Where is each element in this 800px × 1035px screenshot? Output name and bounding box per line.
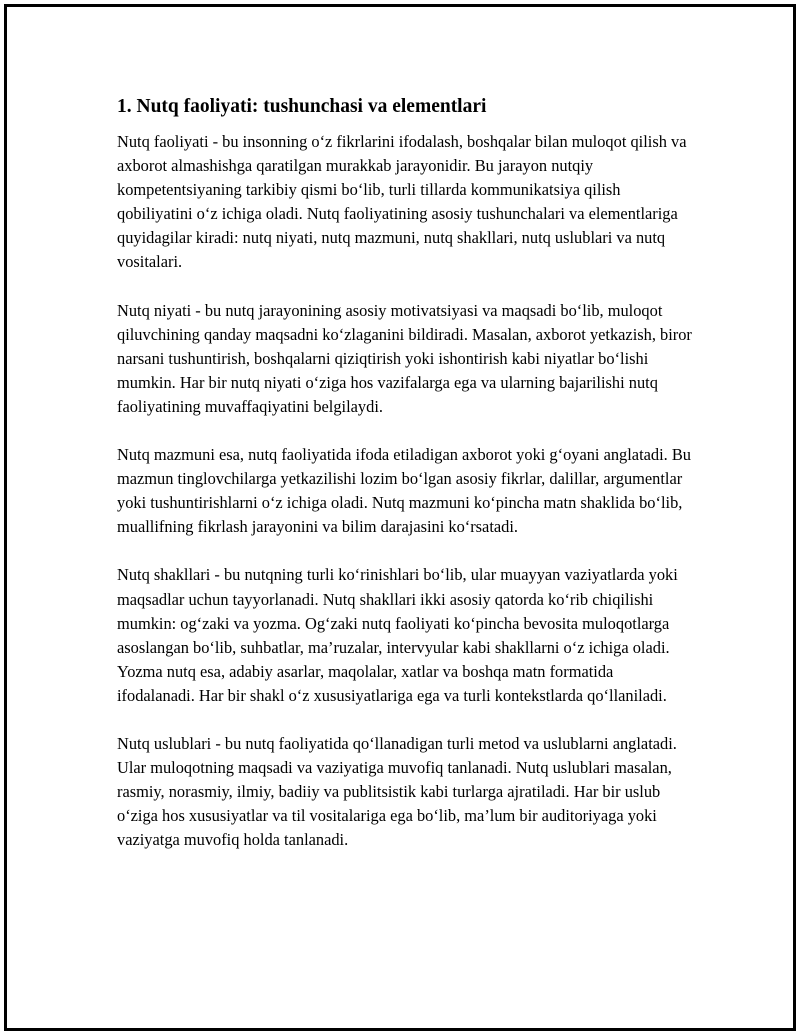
section-heading: 1. Nutq faoliyati: tushunchasi va elementlari xyxy=(117,96,487,117)
paragraph-nutq-mazmuni: Nutq mazmuni esa, nutq faoliyatida ifoda etiladigan axborot yoki g‘oyani anglatadi. Bu mazmun tinglovchilarga yetkazilishi lozim bo‘lgan asosiy fikrlar, dalillar, argumentlar yoki tushuntirishlarni o‘z ichiga oladi. Nutq mazmuni ko‘pincha matn shaklida bo‘lib, muallifning fikrlash jarayonini va bilim darajasini ko‘rsatadi. xyxy=(117,445,691,537)
paragraph-nutq-shakllari: Nutq shakllari - bu nutqning turli ko‘rinishlari bo‘lib, ular muayyan vaziyatlarda yoki maqsadlar uchun tayyorlanadi. Nutq shakllari ikki asosiy qatorda ko‘rib chiqilishi mumkin: og‘zaki va yozma. Og‘zaki nutq faoliyati ko‘pincha bevosita muloqotlarga asoslangan bo‘lib, suhbatlar, ma’ruzalar, intervyular kabi shakllarni o‘z ichiga oladi. Yozma nutq esa, adabiy asarlar, maqolalar, xatlar va boshqa matn formatida ifodalanadi. Har bir shakl o‘z xususiyatlariga ega va turli kontekstlarda qo‘llaniladi. xyxy=(117,565,678,705)
document-body xyxy=(117,93,692,876)
paragraph-nutq-faoliyati: Nutq faoliyati - bu insonning o‘z fikrlarini ifodalash, boshqalar bilan muloqot qilish va axborot almashishga qaratilgan murakkab jarayonidir. Bu jarayon nutqiy kompetentsiyaning tarkibiy qismi bo‘lib, turli tillarda kommunikatsiya qilish qobiliyatini o‘z ichiga oladi. Nutq faoliyatining asosiy tushunchalari va elementlariga quyidagilar kiradi: nutq niyati, nutq mazmuni, nutq shakllari, nutq uslublari va nutq vositalari. xyxy=(117,132,687,272)
paragraph-nutq-uslublari: Nutq uslublari - bu nutq faoliyatida qo‘llanadigan turli metod va uslublarni anglatadi. Ular muloqotning maqsadi va vaziyatiga muvofiq tanlanadi. Nutq uslublari masalan, rasmiy, norasmiy, ilmiy, badiiy va publitsistik kabi turlarga ajratiladi. Har bir uslub o‘ziga hos xususiyatlar va til vositalariga ega bo‘lib, ma’lum bir auditoriyaga yoki vaziyatga muvofiq holda tanlanadi. xyxy=(117,733,677,850)
paragraph-nutq-niyati: Nutq niyati - bu nutq jarayonining asosiy motivatsiyasi va maqsadi bo‘lib, muloqot qiluvchining qanday maqsadni ko‘zlaganini bildiradi. Masalan, axborot yetkazish, biror narsani tushuntirish, boshqalarni qiziqtirish yoki ishontirish kabi niyatlar bo‘lishi mumkin. Har bir nutq niyati o‘ziga hos vazifalarga ega va ularning bajarilishi nutq faoliyatining muvaffaqiyatini belgilaydi. xyxy=(117,300,692,416)
